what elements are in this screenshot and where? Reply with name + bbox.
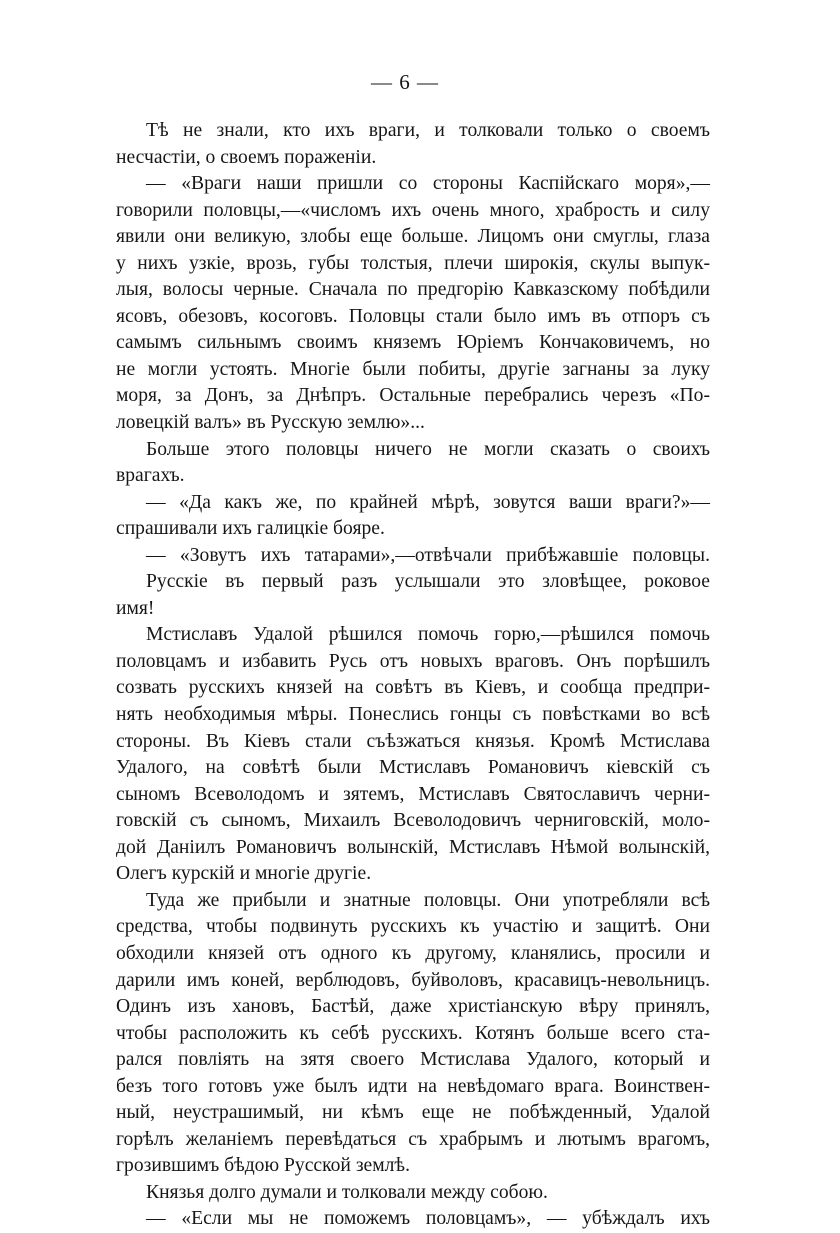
text-line: созвать русскихъ князей на совѣтъ въ Кіевъ, и сообща предпри- (116, 677, 710, 699)
text-line: самымъ сильнымъ своимъ княземъ Юріемъ Кончаковичемъ, но (116, 332, 710, 354)
text-line: говорили половцы,—«числомъ ихъ очень много, храбрость и силу (116, 199, 710, 221)
text-line: говскій съ сыномъ, Михаилъ Всеволодовичъ черниговскій, моло- (116, 810, 710, 832)
text-line: Удалого, на совѣтѣ были Мстиславъ Романовичъ кіевскій съ (116, 757, 710, 779)
text-line: обходили князей отъ одного къ другому, кланялись, просили и (116, 942, 710, 964)
text-line: чтобы расположить къ себѣ русскихъ. Котянъ больше всего ста- (116, 1022, 710, 1044)
text-line: стороны. Въ Кіевъ стали съѣзжаться князья. Кромѣ Мстислава (116, 730, 710, 752)
text-line: Одинъ изъ хановъ, Бастѣй, даже христіанскую вѣру принялъ, (116, 996, 710, 1018)
text-line: ясовъ, обезовъ, косоговъ. Половцы стали было имъ въ отпоръ съ (116, 305, 710, 327)
text-line: Тѣ не знали, кто ихъ враги, и толковали только о своемъ (146, 120, 710, 141)
text-line: Больше этого половцы ничего не могли сказать о своихъ (146, 438, 710, 460)
body-text (116, 118, 710, 1233)
text-line: спрашивали ихъ галицкіе бояре. (116, 518, 385, 540)
text-line: Мстиславъ Удалой рѣшился помочь горю,—рѣшился помочь (146, 624, 710, 646)
text-line: половцамъ и избавить Русь отъ новыхъ враговъ. Онъ порѣшилъ (116, 650, 710, 672)
text-line: не могли устоять. Многіе были побиты, другіе загнаны за луку (116, 358, 710, 380)
text-line: горѣлъ желаніемъ перевѣдаться съ храбрымъ и лютымъ врагомъ, (116, 1128, 710, 1150)
text-line: сыномъ Всеволодомъ и зятемъ, Мстиславъ Святославичъ черни- (116, 783, 710, 805)
text-line: нять необходимыя мѣры. Понеслись гонцы съ повѣстками во всѣ (116, 704, 710, 726)
text-line: Олегъ курскій и многіе другіе. (116, 863, 372, 885)
text-line: рался повліять на зятя своего Мстислава Удалого, который и (116, 1049, 710, 1071)
text-line: ный, неустрашимый, ни кѣмъ еще не побѣжденный, Удалой (116, 1102, 710, 1124)
text-line: моря, за Донъ, за Днѣпръ. Остальные перебрались черезъ «По- (116, 385, 710, 407)
text-line: ловецкій валъ» въ Русскую землю»... (116, 412, 425, 434)
text-line: грозившимъ бѣдою Русской землѣ. (116, 1155, 410, 1177)
text-line: врагахъ. (116, 465, 185, 487)
text-line: Туда же прибыли и знатные половцы. Они употребляли всѣ (146, 889, 710, 911)
text-line: средства, чтобы подвинуть русскихъ къ участію и защитѣ. Они (116, 916, 710, 938)
text-line: — «Да какъ же, по крайней мѣрѣ, зовутся ваши враги?»— (146, 491, 710, 513)
text-line: лыя, волосы черные. Сначала по предгорію Кавказскому побѣдили (116, 279, 710, 301)
text-line: дой Даніилъ Романовичъ волынскій, Мстиславъ Нѣмой волынскій, (116, 836, 710, 858)
text-line: — «Если мы не поможемъ половцамъ», — убѣждалъ ихъ (146, 1208, 710, 1230)
page-number: — 6 — (371, 70, 439, 94)
text-line: безъ того готовъ уже былъ идти на невѣдомаго врага. Воинствен- (116, 1075, 710, 1097)
text-line: имя! (116, 597, 155, 619)
text-line: Князья долго думали и толковали между собою. (146, 1181, 548, 1203)
text-line: явили они великую, злобы еще больше. Лицомъ они смуглы, глаза (116, 226, 710, 248)
text-line: — «Зовутъ ихъ татарами»,—отвѣчали прибѣжавшіе половцы. (146, 544, 710, 566)
text-line: — «Враги наши пришли со стороны Каспійскаго моря»,— (146, 173, 710, 195)
text-line: несчастіи, о своемъ пораженіи. (116, 146, 377, 168)
text-line: Русскіе въ первый разъ услышали это зловѣщее, роковое (146, 571, 710, 593)
text-line: дарили имъ коней, верблюдовъ, буйволовъ, красавицъ-невольницъ. (116, 969, 710, 991)
text-line: у нихъ узкіе, врозь, губы толстыя, плечи широкія, скулы выпук- (116, 252, 710, 274)
